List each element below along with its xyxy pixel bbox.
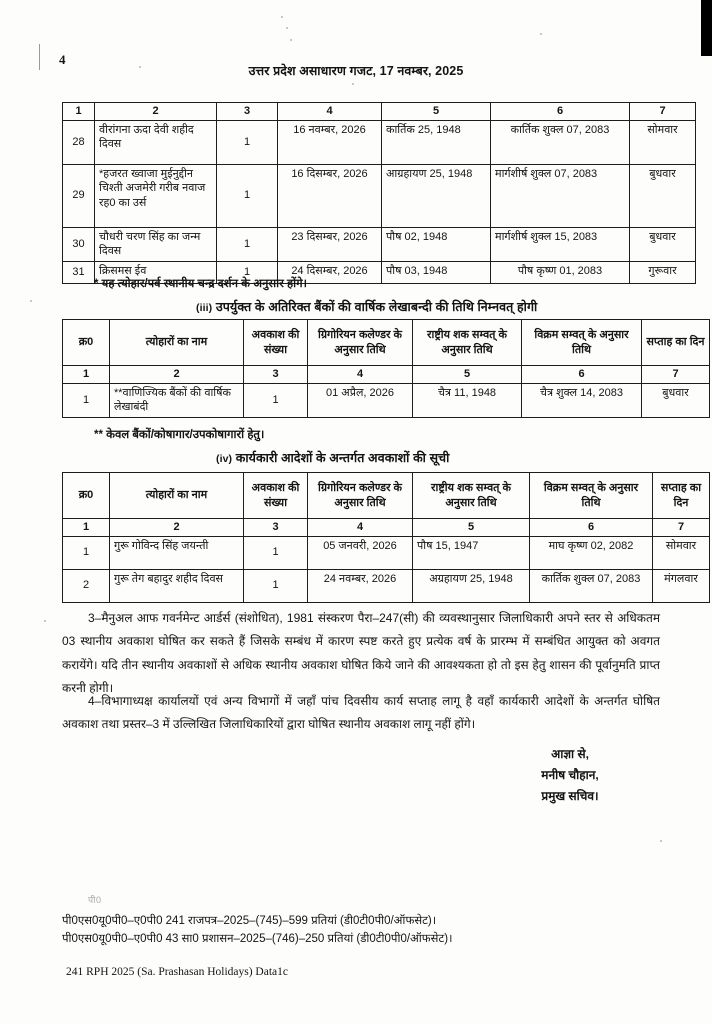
scan-speck <box>30 300 32 302</box>
col-num-6: 6 <box>522 366 642 384</box>
scan-edge-artifact <box>701 0 712 56</box>
row-vikram: माघ कृष्ण 02, 2082 <box>530 536 653 569</box>
col-num-4: 4 <box>278 103 382 121</box>
paragraph-3: 3–मैनुअल आफ गवर्नमेन्ट आर्डर्स (संशोधित), 1981 संस्करण पैरा–247(सी) की व्यवस्थानुसार जिलाधिकारी अपने स्तर से अधिकतम 03 स्थानीय अवकाश घोषित कर सकते हैं जिसके सम्बंध में कारण स्पष्ट करते हुए प्रत्येक वर्ष के प्रारम्भ में सम्बंधित आयुक्त को अवगत करायेंगे। यदि तीन स्थानीय अवकाशों से अधिक स्थानीय अवकाश घोषित किये जाने की आवश्यकता हो तो इस हेतु शासन की पूर्वानुमति प्राप्त करनी होगी। <box>62 611 660 696</box>
row-vikram: मार्गशीर्ष शुक्ल 07, 2083 <box>491 164 630 227</box>
row-vikram: चैत्र शुक्ल 14, 2083 <box>522 383 642 417</box>
table-row <box>63 569 710 602</box>
row-count: 1 <box>217 261 278 283</box>
row-count: 1 <box>244 569 308 602</box>
row-weekday: सोमवार <box>630 120 696 164</box>
row-count: 1 <box>244 536 308 569</box>
paragraph-4: 4–विभागाध्यक्ष कार्यालयों एवं अन्य विभागों में जहाँ पांच दिवसीय कार्य सप्ताह लागू है वहाँ कार्यकारी आदेशों के अन्तर्गत घोषित अवकाश तथा प्रस्तर–3 में उल्लिखित जिलाधिकारियों द्वारा घोषित स्थानीय अवकाश लागू नहीं होंगे। <box>62 694 660 732</box>
row-shaka: पौष 02, 1948 <box>382 227 491 261</box>
table-row <box>63 383 710 417</box>
scan-speck <box>660 840 662 842</box>
executive-orders-holidays-table <box>62 472 710 603</box>
footnote-single-star: * यह त्योहार/पर्व स्थानीय चन्द्र दर्शन के अनुसार होंगे। <box>94 278 307 290</box>
row-vikram: कार्तिक शुक्ल 07, 2083 <box>491 120 630 164</box>
holidays-continuation-table <box>62 102 696 284</box>
row-weekday: सोमवार <box>653 536 710 569</box>
header-serial: क्र0 <box>63 320 110 366</box>
signature-name: मनीष चौहान, <box>541 768 599 782</box>
section-heading-iii <box>196 298 537 315</box>
col-num-6: 6 <box>530 519 653 537</box>
col-num-1: 1 <box>63 519 110 537</box>
row-gregorian: 01 अप्रैल, 2026 <box>308 383 413 417</box>
header-weekday: सप्ताह का दिन <box>642 320 710 366</box>
row-gregorian: 16 नवम्बर, 2026 <box>278 120 382 164</box>
col-num-3: 3 <box>244 519 308 537</box>
imprint-line-1: पी0एस0यू0पी0–ए0पी0 241 राजपत्र–2025–(745)–599 प्रतियां (डी0टी0पी0/ऑफसेट)। <box>62 915 437 927</box>
scan-speck <box>286 27 288 29</box>
row-vikram: मार्गशीर्ष शुक्ल 15, 2083 <box>491 227 630 261</box>
table-header-row <box>63 473 710 519</box>
scan-speck <box>281 16 283 18</box>
col-num-3: 3 <box>244 366 308 384</box>
row-shaka: अग्रहायण 25, 1948 <box>413 569 530 602</box>
row-gregorian: 05 जनवरी, 2026 <box>308 536 413 569</box>
row-festival: **वाणिज्यिक बैंकों की वार्षिक लेखाबंदी <box>110 383 244 417</box>
row-shaka: पौष 03, 1948 <box>382 261 491 283</box>
header-gregorian: ग्रिगोरियन कलेण्डर के अनुसार तिथि <box>308 320 413 366</box>
document-id: 241 RPH 2025 (Sa. Prashasan Holidays) Data1c <box>66 966 288 978</box>
scan-speck <box>352 83 354 85</box>
faint-scan-mark: पी0 <box>88 895 102 905</box>
table-row <box>63 227 696 261</box>
section-marker-iv: (iv) <box>216 453 233 465</box>
signature-block <box>500 744 640 807</box>
row-serial: 28 <box>63 120 95 164</box>
row-shaka: आग्रहायण 25, 1948 <box>382 164 491 227</box>
section-marker-iii: (iii) <box>196 302 213 314</box>
table-row <box>63 536 710 569</box>
row-vikram: पौष कृष्ण 01, 2083 <box>491 261 630 283</box>
section-heading-iv <box>216 449 449 466</box>
row-festival: *हजरत ख्वाजा मुईनुद्दीन चिश्ती अजमेरी गरीब नवाज रह0 का उर्स <box>95 164 217 227</box>
col-num-4: 4 <box>308 519 413 537</box>
col-num-7: 7 <box>642 366 710 384</box>
col-num-4: 4 <box>308 366 413 384</box>
row-weekday: गुरूवार <box>630 261 696 283</box>
header-vikram: विक्रम सम्वत् के अनुसार तिथि <box>522 320 642 366</box>
row-count: 1 <box>217 120 278 164</box>
row-gregorian: 16 दिसम्बर, 2026 <box>278 164 382 227</box>
imprint-line-2: पी0एस0यू0पी0–ए0पी0 43 सा0 प्रशासन–2025–(746)–250 प्रतियां (डी0टी0पी0/ऑफसेट)। <box>62 933 453 945</box>
row-gregorian: 24 दिसम्बर, 2026 <box>278 261 382 283</box>
scan-speck <box>290 39 292 41</box>
col-num-5: 5 <box>413 366 522 384</box>
page-number: 4 <box>59 52 66 67</box>
row-festival: क्रिसमस ईव <box>95 261 217 283</box>
col-num-3: 3 <box>217 103 278 121</box>
row-gregorian: 24 नवम्बर, 2026 <box>308 569 413 602</box>
bank-annual-closing-table <box>62 319 710 418</box>
row-serial: 2 <box>63 569 110 602</box>
row-vikram: कार्तिक शुक्ल 07, 2083 <box>530 569 653 602</box>
row-festival: गुरू गोविन्द सिंह जयन्ती <box>110 536 244 569</box>
table-column-number-row <box>63 103 696 121</box>
table-column-number-row <box>63 519 710 537</box>
row-serial: 30 <box>63 227 95 261</box>
row-serial: 1 <box>63 536 110 569</box>
row-shaka: पौष 15, 1947 <box>413 536 530 569</box>
col-num-5: 5 <box>382 103 491 121</box>
table-column-number-row <box>63 366 710 384</box>
signature-designation: प्रमुख सचिव। <box>541 789 599 803</box>
header-serial: क्र0 <box>63 473 110 519</box>
row-weekday: बुधवार <box>630 164 696 227</box>
col-num-2: 2 <box>110 519 244 537</box>
header-vikram: विक्रम सम्वत् के अनुसार तिथि <box>530 473 653 519</box>
row-festival: गुरू तेग बहादुर शहीद दिवस <box>110 569 244 602</box>
scan-speck <box>44 620 46 622</box>
scan-speck <box>540 33 542 35</box>
header-shaka: राष्ट्रीय शक सम्वत् के अनुसार तिथि <box>413 473 530 519</box>
row-weekday: बुधवार <box>630 227 696 261</box>
row-serial: 31 <box>63 261 95 283</box>
table-row <box>63 164 696 227</box>
header-count: अवकाश की संख्या <box>244 320 308 366</box>
row-shaka: कार्तिक 25, 1948 <box>382 120 491 164</box>
footnote-double-star: ** केवल बैंकों/कोषागार/उपकोषागारों हेतु। <box>94 429 265 441</box>
section-heading-iv-text: कार्यकारी आदेशों के अन्तर्गत अवकाशों की सूची <box>235 451 450 465</box>
row-weekday: मंगलवार <box>653 569 710 602</box>
col-num-5: 5 <box>413 519 530 537</box>
row-weekday: बुधवार <box>642 383 710 417</box>
header-shaka: राष्ट्रीय शक सम्वत् के अनुसार तिथि <box>413 320 522 366</box>
header-festival: त्योहारों का नाम <box>110 473 244 519</box>
col-num-2: 2 <box>110 366 244 384</box>
signature-by-order: आज्ञा से, <box>551 747 589 761</box>
col-num-6: 6 <box>491 103 630 121</box>
col-num-1: 1 <box>63 103 95 121</box>
header-gregorian: ग्रिगोरियन कलेण्डर के अनुसार तिथि <box>308 473 413 519</box>
section-heading-iii-text: उपर्युक्त के अतिरिक्त बैंकों की वार्षिक लेखाबन्दी की तिथि निम्नवत् होगी <box>215 300 538 314</box>
row-festival: वीरांगना ऊदा देवी शहीद दिवस <box>95 120 217 164</box>
col-num-7: 7 <box>653 519 710 537</box>
running-head: उत्तर प्रदेश असाधारण गजट, 17 नवम्बर, 2025 <box>248 64 464 78</box>
row-count: 1 <box>217 227 278 261</box>
row-festival: चौधरी चरण सिंह का जन्म दिवस <box>95 227 217 261</box>
header-weekday: सप्ताह का दिन <box>653 473 710 519</box>
table-row <box>63 120 696 164</box>
row-count: 1 <box>244 383 308 417</box>
col-num-1: 1 <box>63 366 110 384</box>
table-header-row <box>63 320 710 366</box>
row-serial: 29 <box>63 164 95 227</box>
header-count: अवकाश की संख्या <box>244 473 308 519</box>
row-gregorian: 23 दिसम्बर, 2026 <box>278 227 382 261</box>
header-festival: त्योहारों का नाम <box>110 320 244 366</box>
row-count: 1 <box>217 164 278 227</box>
col-num-2: 2 <box>95 103 217 121</box>
col-num-7: 7 <box>630 103 696 121</box>
row-shaka: चैत्र 11, 1948 <box>413 383 522 417</box>
row-serial: 1 <box>63 383 110 417</box>
